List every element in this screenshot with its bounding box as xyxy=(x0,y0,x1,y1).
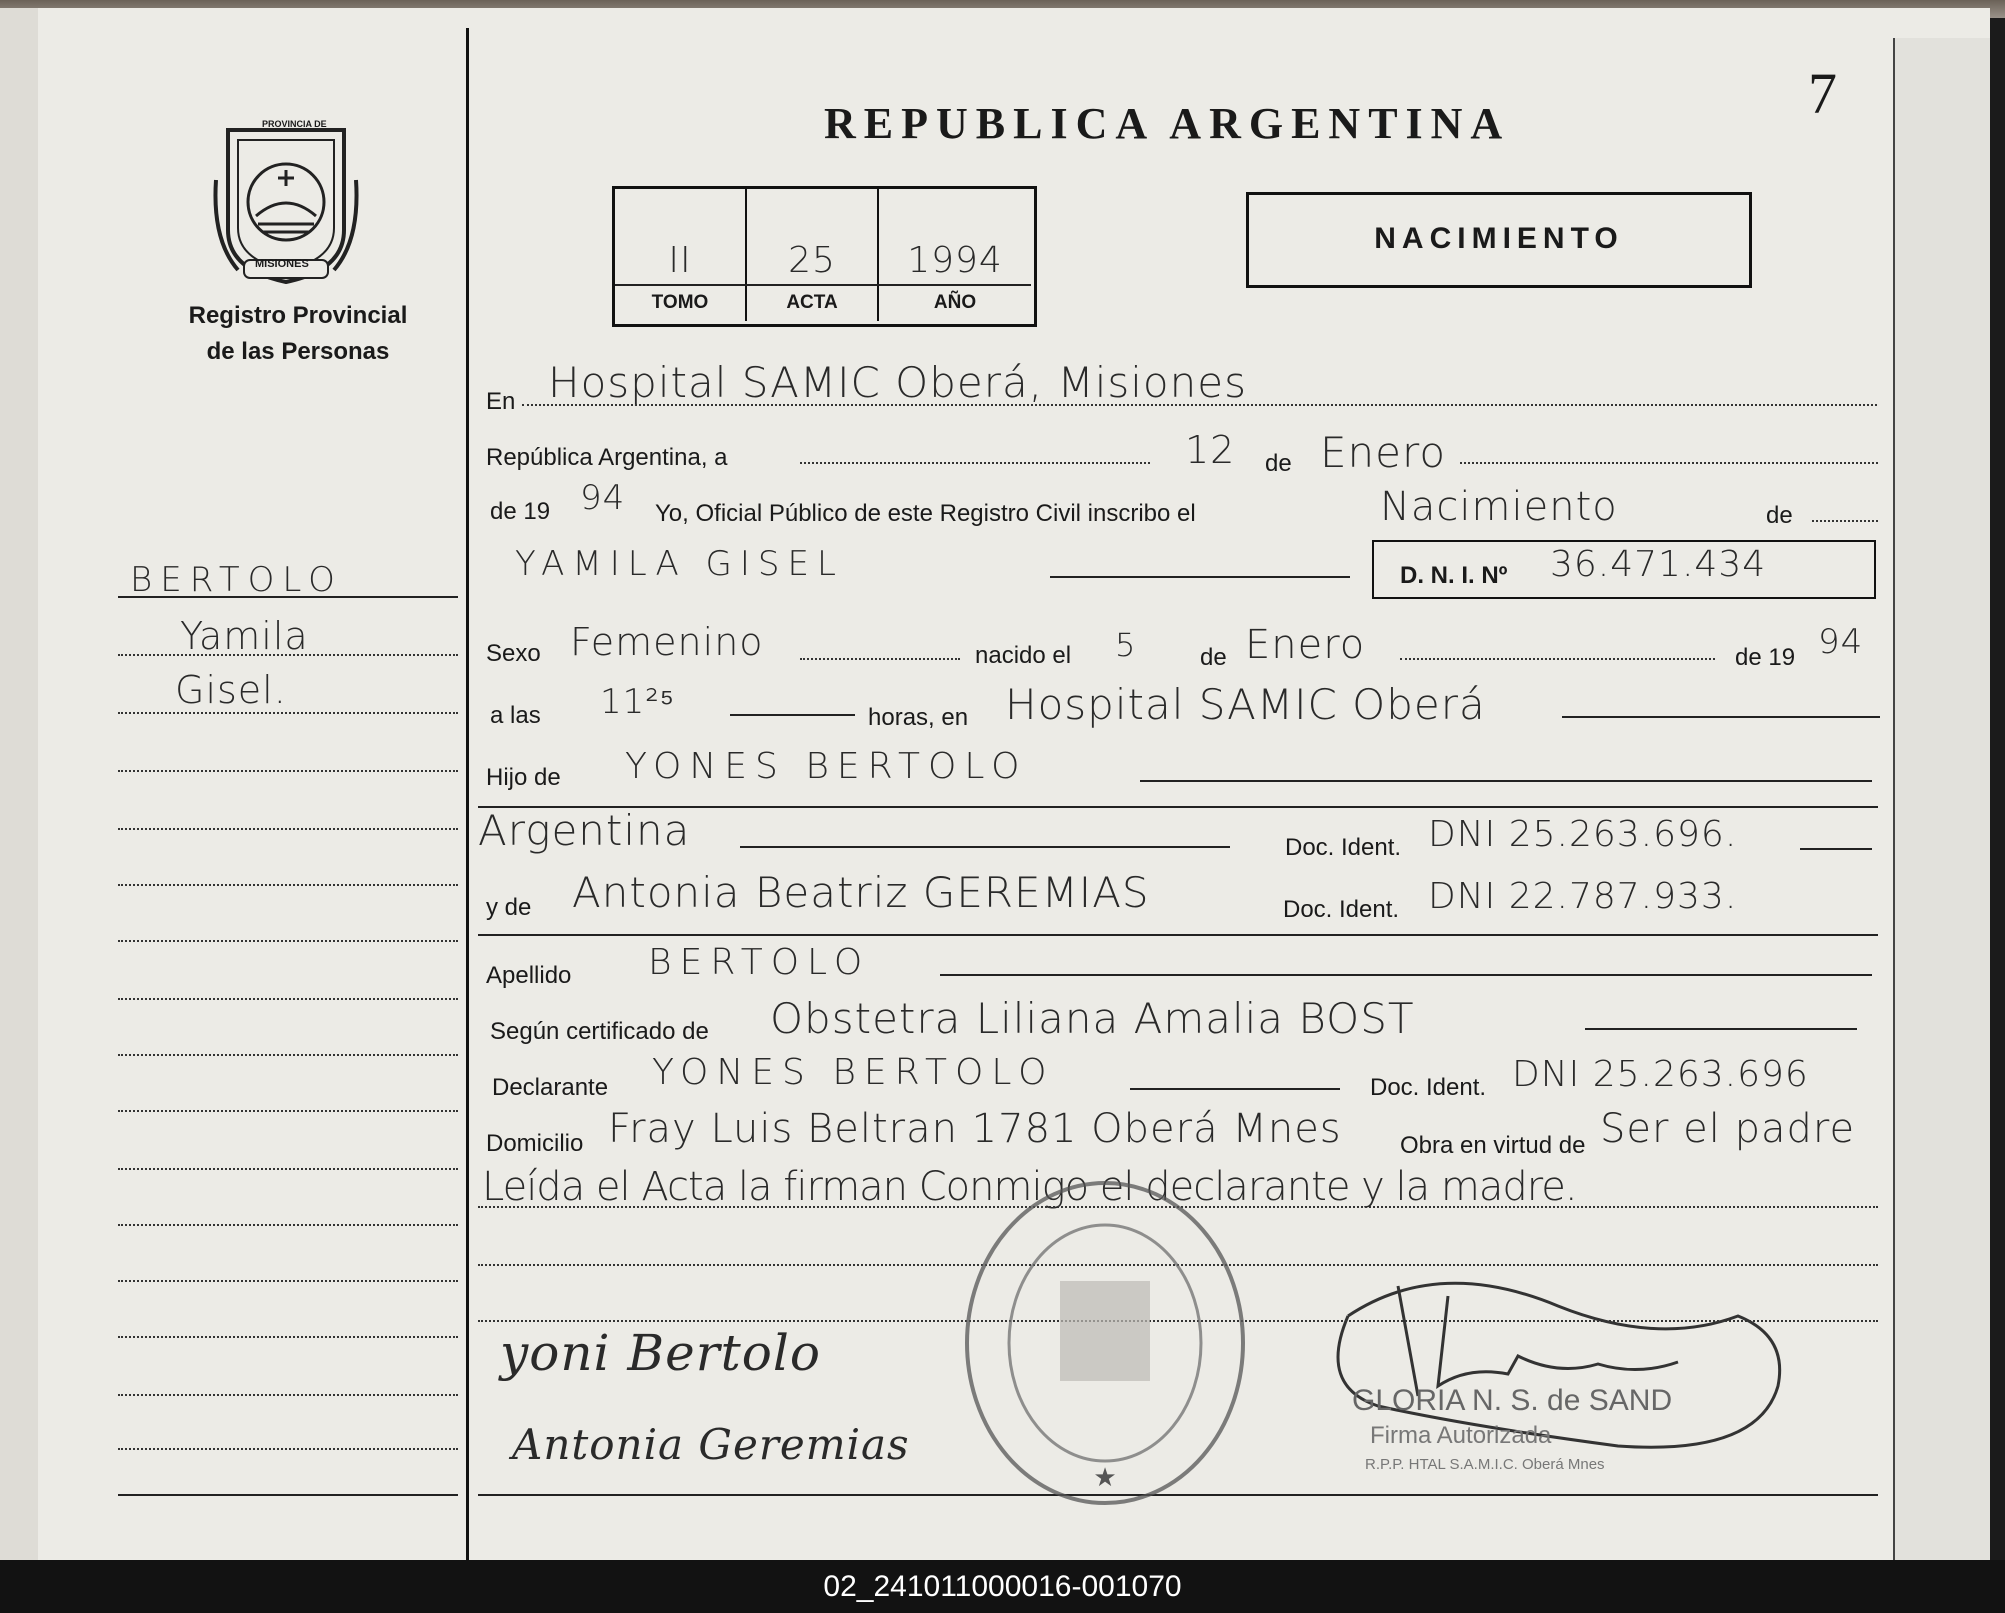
doc-ident-label-2: Doc. Ident. xyxy=(1283,896,1400,923)
domicilio-value: Fray Luis Beltran 1781 Oberá Mnes xyxy=(608,1106,1342,1152)
father-name: YONES BERTOLO xyxy=(625,746,1028,787)
birth-place: Hospital SAMIC Oberá xyxy=(1005,680,1486,729)
document-page xyxy=(0,8,1990,1560)
acta-label: ACTA xyxy=(786,292,838,313)
seal-text-top: PROVINCIA DE xyxy=(262,119,327,129)
birth-day: 5 xyxy=(1115,626,1137,664)
hora-label: a las xyxy=(490,702,541,729)
father-nationality: Argentina xyxy=(478,806,691,855)
apellido-value: BERTOLO xyxy=(648,942,871,983)
officer-text: Yo, Oficial Público de este Registro Civil inscribo el xyxy=(655,500,1196,527)
margin-given-1: Yamila xyxy=(180,614,309,658)
birth-month: Enero xyxy=(1245,622,1366,668)
year-prefix: de 19 xyxy=(490,498,551,525)
closing-text: Leída el Acta la firman Conmigo el declarante y la madre. xyxy=(482,1164,1577,1210)
obra-value: Ser el padre xyxy=(1600,1106,1856,1152)
father-doc: DNI 25.263.696. xyxy=(1428,814,1738,855)
year-suffix: 94 xyxy=(580,478,626,518)
scan-id-footer: 02_241011000016-001070 xyxy=(0,1560,2005,1613)
certificado-value: Obstetra Liliana Amalia BOST xyxy=(770,994,1415,1043)
doc-ident-label-3: Doc. Ident. xyxy=(1370,1074,1487,1101)
declarante-label: Declarante xyxy=(492,1074,609,1101)
official-place: R.P.P. HTAL S.A.M.I.C. Oberá Mnes xyxy=(1365,1456,1605,1473)
anio-value: 1994 xyxy=(907,240,1003,281)
right-border xyxy=(1893,38,1895,1568)
page-number: 7 xyxy=(1808,61,1837,126)
official-stamp xyxy=(960,1176,1250,1511)
agency-line-1: Registro Provincial xyxy=(188,302,408,329)
declarante-value: YONES BERTOLO xyxy=(652,1052,1055,1093)
seal-text-bottom: MISIONES xyxy=(255,258,309,270)
official-name: GLORIA N. S. de SAND xyxy=(1352,1384,1673,1417)
de-label-3: de xyxy=(1200,644,1227,671)
father-signature: yoni Bertolo xyxy=(500,1324,821,1382)
page-right-shadow xyxy=(1895,38,1990,1568)
hora-value: 11²⁵ xyxy=(600,682,675,722)
anio-label: AÑO xyxy=(933,292,977,313)
en-label: En xyxy=(486,388,516,415)
left-column-divider xyxy=(466,28,469,1568)
acta-value: 25 xyxy=(788,240,836,281)
tomo-label: TOMO xyxy=(651,292,709,313)
mother-doc: DNI 22.787.933. xyxy=(1428,876,1738,917)
record-type: NACIMIENTO xyxy=(1374,222,1624,255)
sexo-value: Femenino xyxy=(570,620,764,664)
hijo-label: Hijo de xyxy=(486,764,561,791)
mother-name: Antonia Beatriz GEREMIAS xyxy=(572,868,1150,917)
sexo-label: Sexo xyxy=(486,640,541,667)
dni-value: 36.471.434 xyxy=(1550,544,1767,585)
child-name: YAMILA GISEL xyxy=(515,544,844,584)
page-left-edge xyxy=(0,8,38,1568)
month-value: Enero xyxy=(1320,428,1447,477)
birth-year-prefix: de 19 xyxy=(1735,644,1796,671)
doc-ident-label: Doc. Ident. xyxy=(1285,834,1402,861)
dni-label: D. N. I. Nº xyxy=(1400,562,1508,589)
nacido-label: nacido el xyxy=(975,642,1072,669)
y-de-label: y de xyxy=(486,894,532,921)
tomo-value: II xyxy=(668,240,692,281)
de-label-2: de xyxy=(1766,502,1793,529)
segun-label: Según certificado de xyxy=(490,1018,709,1045)
act-value: Nacimiento xyxy=(1380,484,1618,530)
de-label: de xyxy=(1265,450,1292,477)
en-value: Hospital SAMIC Oberá, Misiones xyxy=(548,358,1247,407)
republica-label: República Argentina, a xyxy=(486,444,728,471)
document-title: REPUBLICA ARGENTINA xyxy=(824,99,1511,148)
svg-text:★: ★ xyxy=(1093,1462,1117,1492)
agency-line-2: de las Personas xyxy=(206,338,390,365)
horas-en-label: horas, en xyxy=(868,704,969,731)
day-value: 12 xyxy=(1185,428,1236,472)
domicilio-label: Domicilio xyxy=(486,1130,584,1157)
margin-given-2: Gisel. xyxy=(175,668,287,712)
mother-signature: Antonia Geremias xyxy=(512,1420,910,1469)
birth-year-suffix: 94 xyxy=(1818,622,1864,662)
declarante-doc: DNI 25.263.696 xyxy=(1512,1054,1809,1095)
official-role: Firma Autorizada xyxy=(1370,1422,1552,1449)
margin-surname: BERTOLO xyxy=(130,560,343,600)
obra-label: Obra en virtud de xyxy=(1400,1132,1586,1159)
apellido-label: Apellido xyxy=(486,962,572,989)
